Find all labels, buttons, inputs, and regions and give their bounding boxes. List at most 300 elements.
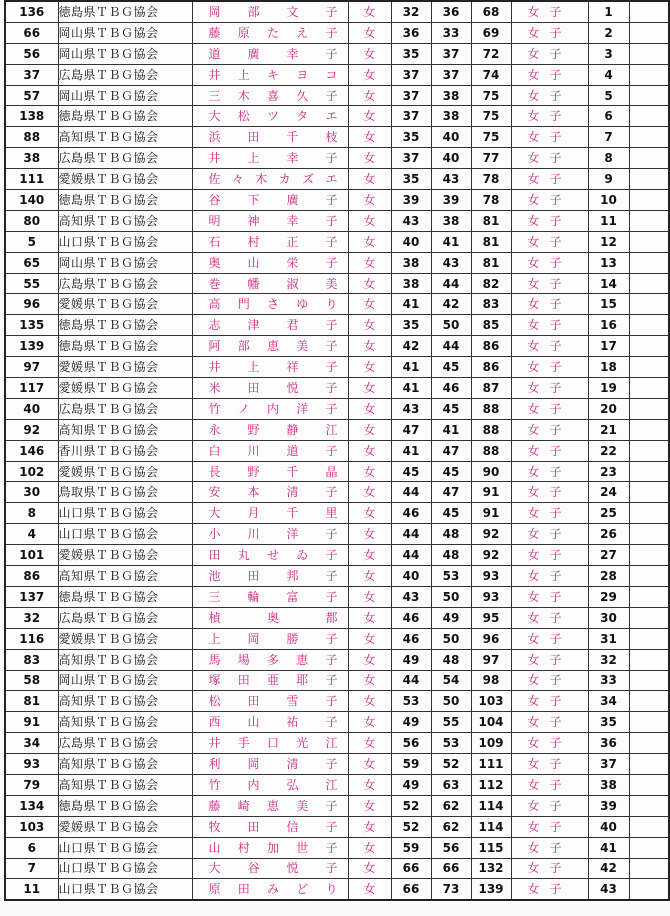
entry-number-cell: 38: [5, 148, 58, 169]
round1-score-cell: 41: [391, 378, 431, 399]
name-char: 長: [208, 464, 221, 479]
name-char: 子: [325, 715, 338, 730]
total-score-cell: 86: [471, 357, 511, 378]
total-score-cell: 88: [471, 398, 511, 419]
name-char: 川: [247, 527, 260, 542]
name-char: 本: [247, 485, 260, 500]
table-row: [5, 273, 669, 294]
entry-number-cell: 101: [5, 545, 58, 566]
entry-number-cell: 86: [5, 566, 58, 587]
sex-cell: 女: [348, 315, 391, 336]
name-char: 江: [325, 777, 338, 792]
note-cell: [629, 795, 669, 816]
round2-score-cell: 62: [431, 816, 471, 837]
player-name-cell: [192, 169, 348, 190]
association-cell: 愛媛県ＴＢＧ協会: [58, 545, 192, 566]
round1-score-cell: 59: [391, 754, 431, 775]
association-cell: 高知県ＴＢＧ協会: [58, 419, 192, 440]
name-char: 信: [286, 819, 299, 834]
name-char: 子: [325, 548, 338, 563]
category-cell: 女子: [511, 482, 588, 503]
round2-score-cell: 45: [431, 357, 471, 378]
name-char: 子: [325, 4, 338, 19]
table-row: [5, 85, 669, 106]
name-char: 子: [325, 339, 338, 354]
association-cell: 愛媛県ＴＢＧ協会: [58, 628, 192, 649]
name-char: キ: [266, 67, 279, 82]
entry-number-cell: 55: [5, 273, 58, 294]
category-cell: 女子: [511, 22, 588, 43]
round2-score-cell: 52: [431, 754, 471, 775]
name-char: 西: [208, 715, 221, 730]
round1-score-cell: 44: [391, 524, 431, 545]
table-row: [5, 837, 669, 858]
name-char: 君: [286, 318, 299, 333]
name-char: り: [325, 882, 338, 897]
rank-cell: 32: [588, 649, 629, 670]
total-score-cell: 88: [471, 440, 511, 461]
name-char: 山: [247, 255, 260, 270]
name-char: 田: [208, 548, 221, 563]
rank-cell: 7: [588, 127, 629, 148]
name-char: 村: [237, 840, 250, 855]
round2-score-cell: 47: [431, 440, 471, 461]
name-char: 大: [208, 109, 221, 124]
player-name-cell: [192, 712, 348, 733]
name-char: 下: [247, 192, 260, 207]
sex-cell: 女: [348, 649, 391, 670]
name-char: 子: [325, 819, 338, 834]
total-score-cell: 114: [471, 816, 511, 837]
table-row: [5, 22, 669, 43]
player-name-cell: [192, 440, 348, 461]
total-score-cell: 112: [471, 774, 511, 795]
association-cell: 広島県ＴＢＧ協会: [58, 148, 192, 169]
total-score-cell: 87: [471, 378, 511, 399]
player-name-cell: [192, 378, 348, 399]
round2-score-cell: 43: [431, 169, 471, 190]
round2-score-cell: 55: [431, 712, 471, 733]
total-score-cell: 139: [471, 879, 511, 900]
table-row: [5, 64, 669, 85]
association-cell: 愛媛県ＴＢＧ協会: [58, 378, 192, 399]
category-cell: 女子: [511, 252, 588, 273]
category-cell: 女子: [511, 816, 588, 837]
entry-number-cell: 7: [5, 858, 58, 879]
name-char: 山: [208, 840, 221, 855]
rank-cell: 8: [588, 148, 629, 169]
name-char: 富: [286, 589, 299, 604]
note-cell: [629, 754, 669, 775]
association-cell: 広島県ＴＢＧ協会: [58, 64, 192, 85]
name-char: 谷: [208, 192, 221, 207]
sex-cell: 女: [348, 419, 391, 440]
category-cell: 女子: [511, 774, 588, 795]
player-name-cell: [192, 127, 348, 148]
name-char: 子: [325, 798, 338, 813]
round1-score-cell: 40: [391, 231, 431, 252]
association-cell: 高知県ＴＢＧ協会: [58, 127, 192, 148]
round2-score-cell: 47: [431, 482, 471, 503]
note-cell: [629, 398, 669, 419]
entry-number-cell: 91: [5, 712, 58, 733]
association-cell: 岡山県ＴＢＧ協会: [58, 85, 192, 106]
note-cell: [629, 64, 669, 85]
player-name-cell: [192, 503, 348, 524]
table-row: [5, 190, 669, 211]
table-row: [5, 712, 669, 733]
entry-number-cell: 96: [5, 294, 58, 315]
association-cell: 高知県ＴＢＧ協会: [58, 754, 192, 775]
round2-score-cell: 54: [431, 670, 471, 691]
round2-score-cell: 38: [431, 85, 471, 106]
entry-number-cell: 97: [5, 357, 58, 378]
sex-cell: 女: [348, 503, 391, 524]
name-char: 文: [286, 4, 299, 19]
name-char: 丸: [237, 548, 250, 563]
rank-cell: 30: [588, 607, 629, 628]
name-char: 月: [247, 506, 260, 521]
player-name-cell: [192, 607, 348, 628]
total-score-cell: 103: [471, 691, 511, 712]
name-char: 大: [208, 861, 221, 876]
name-char: 洋: [296, 401, 309, 416]
name-char: 口: [266, 736, 279, 751]
round1-score-cell: 53: [391, 691, 431, 712]
round1-score-cell: 46: [391, 503, 431, 524]
name-char: 谷: [247, 861, 260, 876]
table-row: [5, 169, 669, 190]
entry-number-cell: 37: [5, 64, 58, 85]
name-char: 上: [247, 360, 260, 375]
name-char: 栄: [286, 255, 299, 270]
round1-score-cell: 35: [391, 127, 431, 148]
entry-number-cell: 117: [5, 378, 58, 399]
table-row: [5, 482, 669, 503]
round2-score-cell: 56: [431, 837, 471, 858]
round2-score-cell: 45: [431, 398, 471, 419]
round1-score-cell: 37: [391, 64, 431, 85]
association-cell: 徳島県ＴＢＧ協会: [58, 1, 192, 22]
name-char: 邦: [286, 568, 299, 583]
player-name-cell: [192, 43, 348, 64]
total-score-cell: 81: [471, 231, 511, 252]
entry-number-cell: 102: [5, 461, 58, 482]
name-char: 大: [208, 506, 221, 521]
rank-cell: 22: [588, 440, 629, 461]
category-cell: 女子: [511, 190, 588, 211]
round2-score-cell: 41: [431, 231, 471, 252]
table-row: [5, 628, 669, 649]
player-name-cell: [192, 210, 348, 231]
total-score-cell: 82: [471, 273, 511, 294]
name-char: ツ: [266, 109, 279, 124]
total-score-cell: 74: [471, 64, 511, 85]
player-name-cell: [192, 336, 348, 357]
table-row: [5, 210, 669, 231]
association-cell: 徳島県ＴＢＧ協会: [58, 190, 192, 211]
round1-score-cell: 52: [391, 816, 431, 837]
sex-cell: 女: [348, 273, 391, 294]
player-name-cell: [192, 879, 348, 900]
round1-score-cell: 59: [391, 837, 431, 858]
player-name-cell: [192, 858, 348, 879]
name-char: 志: [208, 318, 221, 333]
name-char: 石: [208, 234, 221, 249]
name-char: 江: [325, 422, 338, 437]
player-name-cell: [192, 628, 348, 649]
round2-score-cell: 38: [431, 106, 471, 127]
round1-score-cell: 37: [391, 148, 431, 169]
name-char: 山: [247, 715, 260, 730]
name-char: 田: [237, 882, 250, 897]
association-cell: 高知県ＴＢＧ協会: [58, 691, 192, 712]
sex-cell: 女: [348, 628, 391, 649]
player-name-cell: [192, 252, 348, 273]
rank-cell: 25: [588, 503, 629, 524]
name-char: 藤: [208, 798, 221, 813]
note-cell: [629, 169, 669, 190]
table-row: [5, 795, 669, 816]
note-cell: [629, 336, 669, 357]
round2-score-cell: 37: [431, 64, 471, 85]
name-char: 松: [208, 694, 221, 709]
name-char: 原: [237, 25, 250, 40]
name-char: 勝: [286, 631, 299, 646]
name-char: さ: [266, 297, 279, 312]
name-char: 上: [247, 151, 260, 166]
name-char: 藤: [208, 25, 221, 40]
note-cell: [629, 461, 669, 482]
name-char: 千: [286, 130, 299, 145]
sex-cell: 女: [348, 336, 391, 357]
note-cell: [629, 85, 669, 106]
name-char: 安: [208, 485, 221, 500]
round1-score-cell: 49: [391, 649, 431, 670]
entry-number-cell: 136: [5, 1, 58, 22]
note-cell: [629, 691, 669, 712]
table-row: [5, 294, 669, 315]
name-char: 幸: [286, 46, 299, 61]
name-char: ゐ: [296, 548, 309, 563]
table-row: [5, 607, 669, 628]
player-name-cell: [192, 649, 348, 670]
association-cell: 岡山県ＴＢＧ協会: [58, 252, 192, 273]
sex-cell: 女: [348, 858, 391, 879]
total-score-cell: 104: [471, 712, 511, 733]
category-cell: 女子: [511, 670, 588, 691]
sex-cell: 女: [348, 378, 391, 399]
sex-cell: 女: [348, 670, 391, 691]
player-name-cell: [192, 398, 348, 419]
category-cell: 女子: [511, 586, 588, 607]
name-char: 輪: [247, 589, 260, 604]
round1-score-cell: 46: [391, 607, 431, 628]
association-cell: 徳島県ＴＢＧ協会: [58, 106, 192, 127]
player-name-cell: [192, 837, 348, 858]
note-cell: [629, 733, 669, 754]
name-char: ど: [296, 882, 309, 897]
note-cell: [629, 419, 669, 440]
name-char: 奥: [266, 610, 279, 625]
name-char: み: [266, 882, 279, 897]
table-row: [5, 670, 669, 691]
name-char: 光: [296, 736, 309, 751]
rank-cell: 41: [588, 837, 629, 858]
category-cell: 女子: [511, 336, 588, 357]
sex-cell: 女: [348, 169, 391, 190]
entry-number-cell: 40: [5, 398, 58, 419]
table-row: [5, 127, 669, 148]
name-char: カ: [278, 172, 291, 187]
name-char: 塚: [208, 673, 221, 688]
rank-cell: 9: [588, 169, 629, 190]
total-score-cell: 69: [471, 22, 511, 43]
entry-number-cell: 34: [5, 733, 58, 754]
name-char: 岡: [247, 631, 260, 646]
name-char: 木: [237, 88, 250, 103]
round2-score-cell: 41: [431, 419, 471, 440]
category-cell: 女子: [511, 357, 588, 378]
rank-cell: 17: [588, 336, 629, 357]
player-name-cell: [192, 1, 348, 22]
table-row: [5, 106, 669, 127]
name-char: 祐: [286, 715, 299, 730]
name-char: 弘: [286, 777, 299, 792]
rank-cell: 34: [588, 691, 629, 712]
name-char: 場: [237, 652, 250, 667]
note-cell: [629, 127, 669, 148]
total-score-cell: 93: [471, 586, 511, 607]
round2-score-cell: 42: [431, 294, 471, 315]
category-cell: 女子: [511, 566, 588, 587]
name-char: 阿: [208, 339, 221, 354]
entry-number-cell: 134: [5, 795, 58, 816]
rank-cell: 12: [588, 231, 629, 252]
note-cell: [629, 357, 669, 378]
name-char: 神: [247, 213, 260, 228]
table-row: [5, 148, 669, 169]
note-cell: [629, 712, 669, 733]
sex-cell: 女: [348, 127, 391, 148]
rank-cell: 21: [588, 419, 629, 440]
association-cell: 岡山県ＴＢＧ協会: [58, 22, 192, 43]
total-score-cell: 111: [471, 754, 511, 775]
sex-cell: 女: [348, 43, 391, 64]
round2-score-cell: 48: [431, 545, 471, 566]
player-name-cell: [192, 524, 348, 545]
name-char: 子: [325, 652, 338, 667]
entry-number-cell: 81: [5, 691, 58, 712]
name-char: 子: [325, 589, 338, 604]
name-char: 井: [208, 736, 221, 751]
name-char: 子: [325, 88, 338, 103]
entry-number-cell: 111: [5, 169, 58, 190]
round1-score-cell: 37: [391, 106, 431, 127]
player-name-cell: [192, 816, 348, 837]
name-char: 雪: [286, 694, 299, 709]
round1-score-cell: 32: [391, 1, 431, 22]
sex-cell: 女: [348, 816, 391, 837]
round1-score-cell: 44: [391, 482, 431, 503]
name-char: 田: [247, 130, 260, 145]
player-name-cell: [192, 586, 348, 607]
name-char: 田: [247, 694, 260, 709]
name-char: タ: [296, 109, 309, 124]
table-row: [5, 774, 669, 795]
rank-cell: 27: [588, 545, 629, 566]
name-char: 子: [325, 401, 338, 416]
association-cell: 高知県ＴＢＧ協会: [58, 566, 192, 587]
category-cell: 女子: [511, 231, 588, 252]
name-char: 多: [266, 652, 279, 667]
category-cell: 女子: [511, 503, 588, 524]
category-cell: 女子: [511, 628, 588, 649]
table-row: [5, 461, 669, 482]
round1-score-cell: 35: [391, 43, 431, 64]
table-row: [5, 524, 669, 545]
name-char: 美: [296, 339, 309, 354]
note-cell: [629, 670, 669, 691]
player-name-cell: [192, 566, 348, 587]
association-cell: 徳島県ＴＢＧ協会: [58, 586, 192, 607]
round1-score-cell: 49: [391, 774, 431, 795]
name-char: 千: [286, 464, 299, 479]
sex-cell: 女: [348, 524, 391, 545]
round1-score-cell: 41: [391, 357, 431, 378]
total-score-cell: 115: [471, 837, 511, 858]
name-char: 竹: [208, 777, 221, 792]
round1-score-cell: 41: [391, 294, 431, 315]
name-char: エ: [325, 109, 338, 124]
entry-number-cell: 103: [5, 816, 58, 837]
note-cell: [629, 524, 669, 545]
entry-number-cell: 79: [5, 774, 58, 795]
table-row: [5, 1, 669, 22]
category-cell: 女子: [511, 879, 588, 900]
table-row: [5, 252, 669, 273]
note-cell: [629, 22, 669, 43]
note-cell: [629, 440, 669, 461]
name-char: 楨: [208, 610, 221, 625]
entry-number-cell: 88: [5, 127, 58, 148]
name-char: 永: [208, 422, 221, 437]
name-char: 川: [247, 443, 260, 458]
name-char: 子: [325, 631, 338, 646]
entry-number-cell: 57: [5, 85, 58, 106]
results-table: [4, 0, 670, 901]
player-name-cell: [192, 754, 348, 775]
entry-number-cell: 65: [5, 252, 58, 273]
association-cell: 広島県ＴＢＧ協会: [58, 273, 192, 294]
table-row: [5, 566, 669, 587]
name-char: 喜: [266, 88, 279, 103]
rank-cell: 33: [588, 670, 629, 691]
note-cell: [629, 816, 669, 837]
sex-cell: 女: [348, 482, 391, 503]
total-score-cell: 96: [471, 628, 511, 649]
name-char: 美: [325, 276, 338, 291]
rank-cell: 15: [588, 294, 629, 315]
name-char: 子: [325, 255, 338, 270]
player-name-cell: [192, 148, 348, 169]
association-cell: 徳島県ＴＢＧ協会: [58, 315, 192, 336]
category-cell: 女子: [511, 210, 588, 231]
association-cell: 愛媛県ＴＢＧ協会: [58, 816, 192, 837]
name-char: 祥: [286, 360, 299, 375]
name-char: 子: [325, 568, 338, 583]
name-char: 正: [286, 234, 299, 249]
